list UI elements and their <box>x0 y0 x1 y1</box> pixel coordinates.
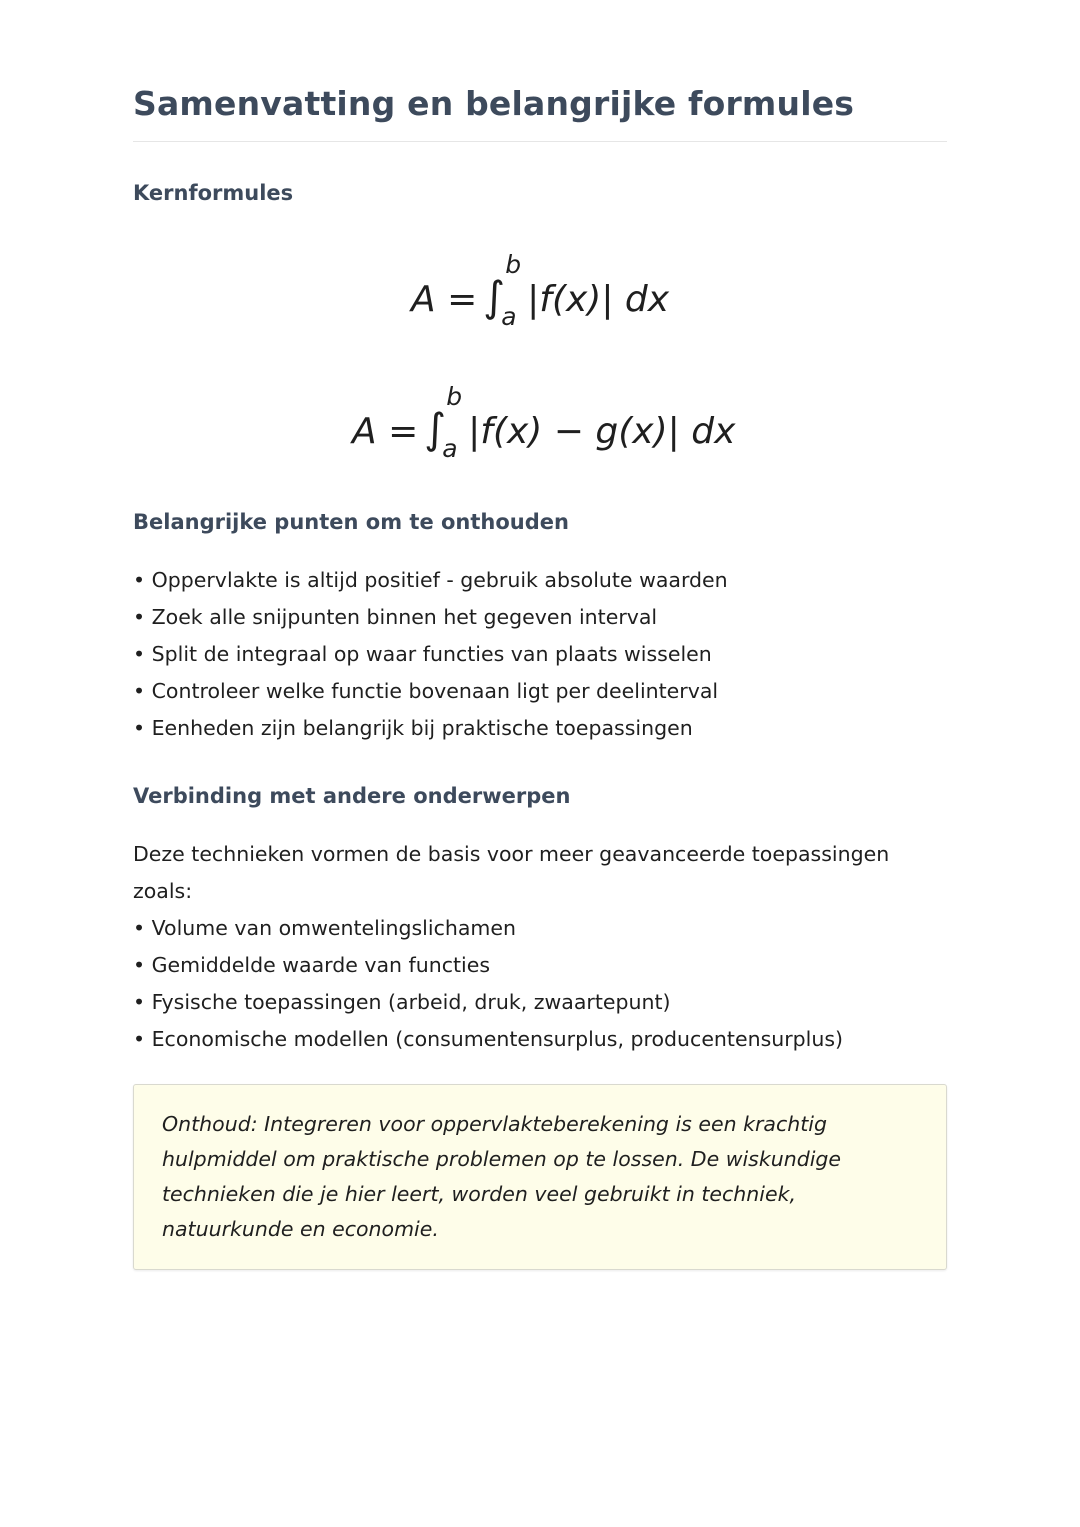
list-item: • Oppervlakte is altijd positief - gebruik absolute waarden <box>133 562 728 599</box>
connections-list <box>133 910 843 1058</box>
connection-intro: Deze technieken vormen de basis voor meer geavanceerde toepassingen zoals: <box>133 842 890 903</box>
formula-equals: = <box>447 279 478 320</box>
upper-limit: b <box>505 250 522 279</box>
integral-sign: ∫ b a <box>424 382 463 463</box>
section-heading-punten: Belangrijke punten om te onthouden <box>133 510 569 534</box>
reminder-note-text: Onthoud: Integreren voor oppervlakteberekening is een krachtig hulpmiddel om praktische problemen op te lossen. De wiskundige technieken die je hier leert, worden veel gebruikt in techniek, natuurkunde en economie. <box>162 1112 842 1241</box>
formula-equals: = <box>388 411 419 452</box>
title-divider <box>133 141 947 142</box>
formula-integrand: |f(x)| dx <box>527 279 670 320</box>
list-item: • Economische modellen (consumentensurplus, producentensurplus) <box>133 1021 843 1058</box>
formula-lhs: A <box>411 279 436 320</box>
formula-area-between <box>352 382 736 463</box>
list-item: • Volume van omwentelingslichamen <box>133 910 843 947</box>
list-item: • Split de integraal op waar functies van plaats wisselen <box>133 636 728 673</box>
lower-limit: a <box>501 302 517 331</box>
integral-sign: ∫ b a <box>483 250 522 331</box>
page-title: Samenvatting en belangrijke formules <box>133 84 855 123</box>
formula-area-single <box>411 250 670 331</box>
list-item: • Zoek alle snijpunten binnen het gegeven interval <box>133 599 728 636</box>
lower-limit: a <box>442 434 458 463</box>
formula-lhs: A <box>352 411 377 452</box>
section-heading-verbinding: Verbinding met andere onderwerpen <box>133 784 571 808</box>
section-heading-kernformules: Kernformules <box>133 181 294 205</box>
list-item: • Gemiddelde waarde van functies <box>133 947 843 984</box>
formula-integrand: |f(x) − g(x)| dx <box>468 411 736 452</box>
upper-limit: b <box>446 382 463 411</box>
list-item: • Eenheden zijn belangrijk bij praktische toepassingen <box>133 710 728 747</box>
reminder-note-box <box>133 1084 947 1270</box>
key-points-list <box>133 562 728 747</box>
list-item: • Controleer welke functie bovenaan ligt per deelinterval <box>133 673 728 710</box>
list-item: • Fysische toepassingen (arbeid, druk, zwaartepunt) <box>133 984 843 1021</box>
